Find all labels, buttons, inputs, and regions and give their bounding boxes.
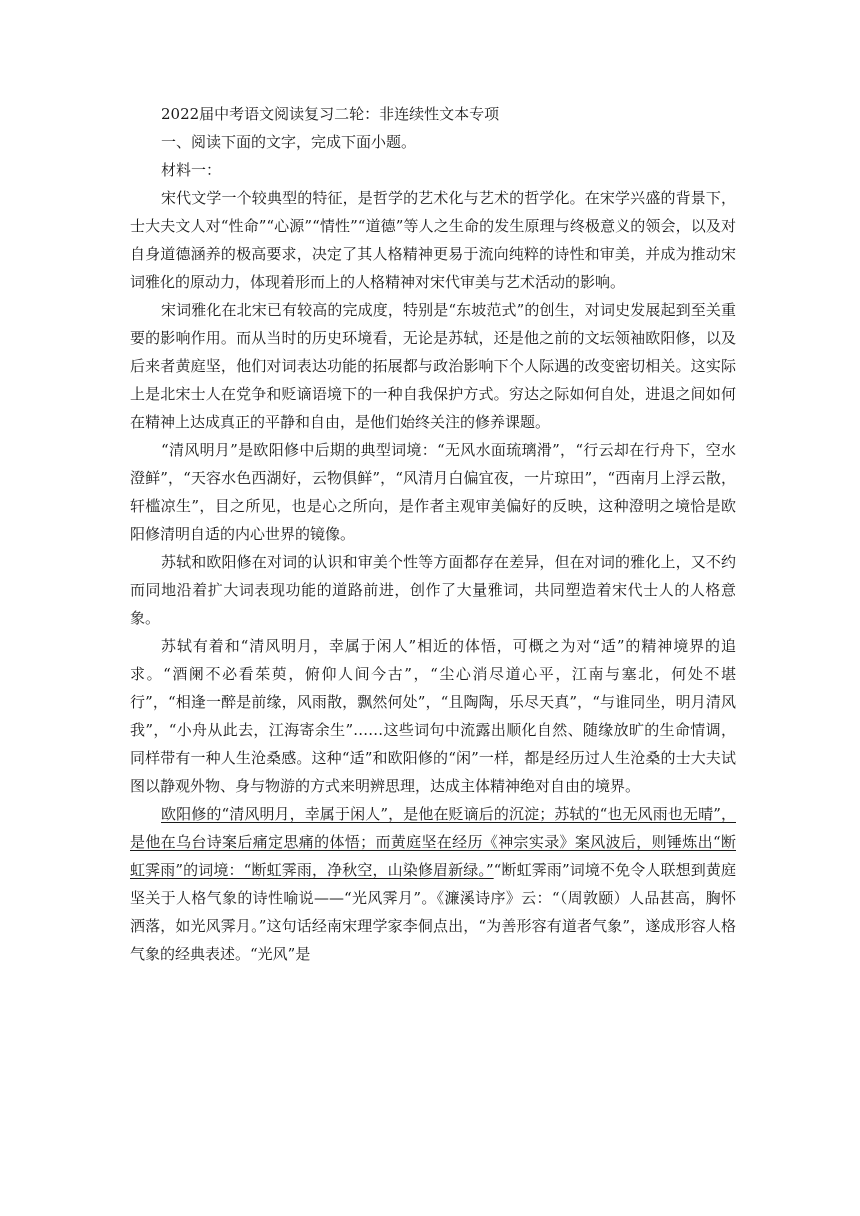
document-body (130, 100, 736, 968)
paragraph: 苏轼有着和“清风明月，幸属于闲人”相近的体悟，可概之为对“适”的精神境界的追求。“酒阑不必看茱萸，俯仰人间今古”，“尘心消尽道心平，江南与塞北，何处不堪行”，“相逢一醉是前缘，风雨散，飘然何处”，“且陶陶，乐尽天真”，“与谁同坐，明月清风我”，“小舟从此去，江海寄余生”……这些词句中流露出顺化自然、随缘放旷的生命情调，同样带有一种人生沧桑感。这种“适”和欧阳修的“闲”一样，都是经历过人生沧桑的士大夫试图以静观外物、身与物游的方式来明辨思理，达成主体精神绝对自由的境界。 (130, 637, 736, 795)
paragraph-continuation: “断虹霁雨”词境不免令人联想到黄庭坚关于人格气象的诗性喻说——“光风霁月”。《濂溪诗序》云：“（周敦颐）人品甚高，胸怀洒落，如光风霁月。”这句话经南宋理学家李侗点出，“为善形容有道者气象”，遂成形容人格气象的经典表述。“光风”是 (130, 861, 737, 963)
paragraph: 宋词雅化在北宋已有较高的完成度，特别是“东坡范式”的创生，对词史发展起到至关重要的影响作用。而从当时的历史环境看，无论是苏轼，还是他之前的文坛领袖欧阳修，以及后来者黄庭坚，他们对词表达功能的拓展都与政治影响下个人际遇的改变密切相关。这实际上是北宋士人在党争和贬谪语境下的一种自我保护方式。穷达之际如何自处，进退之间如何在精神上达成真正的平静和自由，是他们始终关注的修养课题。 (130, 301, 736, 431)
paragraph: “清风明月”是欧阳修中后期的典型词境：“无风水面琉璃滑”，“行云却在行舟下，空水澄鲜”，“天容水色西湖好，云物俱鲜”，“风清月白偏宜夜，一片琼田”，“西南月上浮云散，轩槛凉生”，目之所见，也是心之所向，是作者主观审美偏好的反映，这种澄明之境恰是欧阳修清明自适的内心世界的镜像。 (130, 441, 736, 543)
question-instruction: 一、阅读下面的文字，完成下面小题。 (161, 133, 417, 151)
paragraph: 苏轼和欧阳修在对词的认识和审美个性等方面都存在差异，但在对词的雅化上，又不约而同地沿着扩大词表现功能的道路前进，创作了大量雅词，共同塑造着宋代士人的人格意象。 (130, 553, 736, 627)
paragraph: 宋代文学一个较典型的特征，是哲学的艺术化与艺术的哲学化。在宋学兴盛的背景下，士大夫文人对“性命”“心源”“情性”“道德”等人之生命的发生原理与终极意义的领会，以及对自身道德涵养的极高要求，决定了其人格精神更易于流向纯粹的诗性和审美，并成为推动宋词雅化的原动力，体现着形而上的人格精神对宋代审美与艺术活动的影响。 (130, 189, 736, 291)
document-title: 2022届中考语文阅读复习二轮：非连续性文本专项 (161, 105, 500, 123)
material-label: 材料一： (161, 161, 222, 179)
paragraph-last (130, 800, 736, 968)
underlined-passage: 欧阳修的“清风明月，幸属于闲人”，是他在贬谪后的沉淀；苏轼的“也无风雨也无晴”，是他在乌台诗案后痛定思痛的体悟；而黄庭坚在经历《神宗实录》案风波后，则锤炼出“断虹霁雨”的词境：“断虹霁雨，净秋空，山染修眉新绿。” (130, 805, 736, 879)
